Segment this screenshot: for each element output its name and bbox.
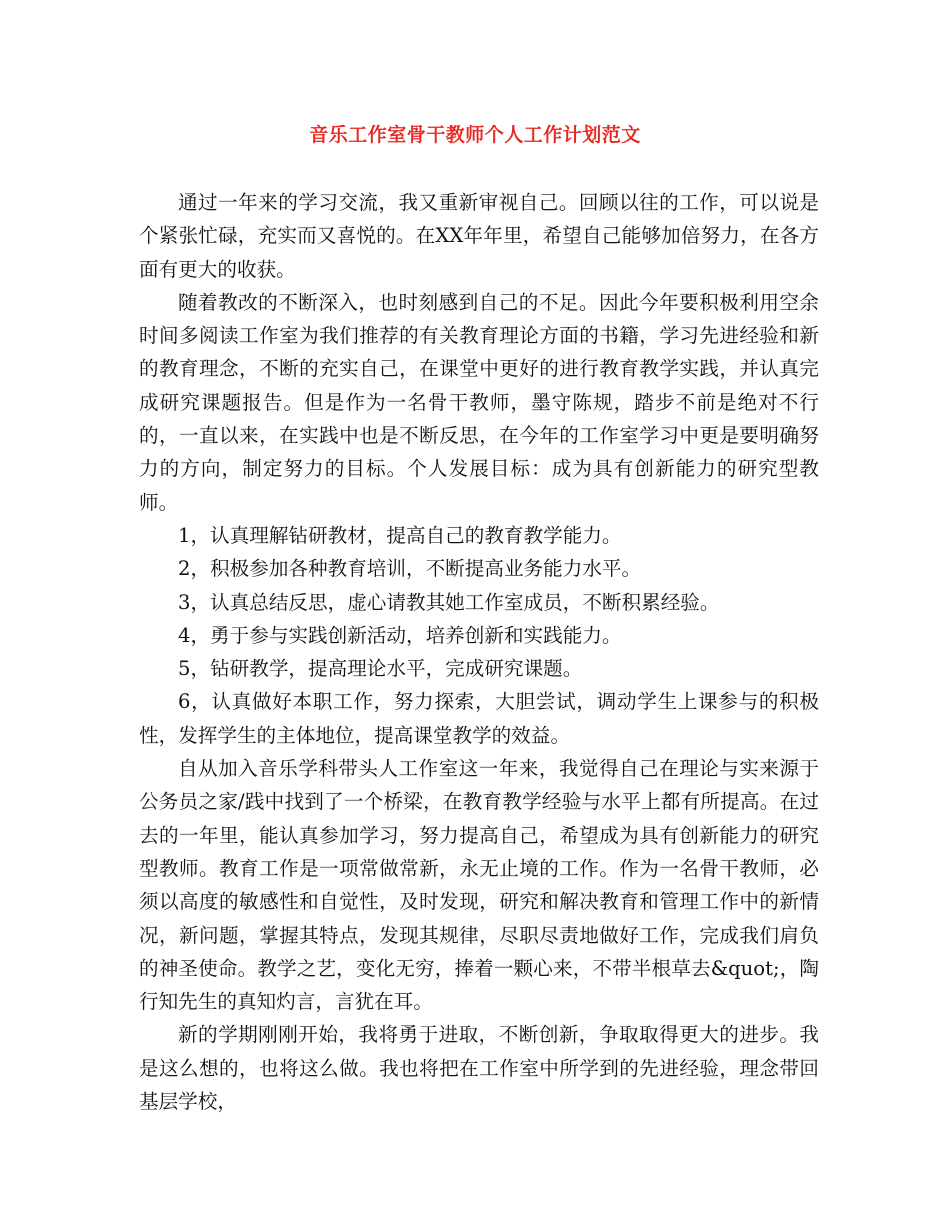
document-title: 音乐工作室骨干教师个人工作计划范文 xyxy=(309,124,641,146)
goal-item-2: 2，积极参加各种教育培训，不断提高业务能力水平。 xyxy=(178,557,642,581)
goal-item-1: 1，认真理解钻研教材，提高自己的教育教学能力。 xyxy=(178,523,622,547)
goal-item-3: 3，认真总结反思，虚心请教其她工作室成员，不断积累经验。 xyxy=(178,590,720,614)
paragraph-reform: 随着教改的不断深入，也时刻感到自己的不足。因此今年要积极利用空余时间多阅读工作室为我们推荐的有关教育理论方面的书籍，学习先进经验和新的教育理念，不断的充实自己，在课堂中更好的进行教育教学实践，并认真完成研究课题报告。但是作为一名骨干教师，墨守陈规，踏步不前是绝对不行的，一直以来，在实践中也是不断反思，在今年的工作室学习中更是要明确努力的方向，制定努力的目标。个人发展目标：成为具有创新能力的研究型教师。 xyxy=(139,290,819,514)
paragraph-intro: 通过一年来的学习交流，我又重新审视自己。回顾以往的工作，可以说是个紧张忙碌，充实而又喜悦的。在XX年年里，希望自己能够加倍努力，在各方面有更大的收获。 xyxy=(139,191,819,281)
paragraph-reflection: 自从加入音乐学科带头人工作室这一年来，我觉得自己在理论与实来源于公务员之家/践中找到了一个桥梁，在教育教学经验与水平上都有所提高。在过去的一年里，能认真参加学习，努力提高自己，希望成为具有创新能力的研究型教师。教育工作是一项常做常新，永无止境的工作。作为一名骨干教师，必须以高度的敏感性和自觉性，及时发现，研究和解决教育和管理工作中的新情况，新问题，掌握其特点，发现其规律，尽职尽责地做好工作，完成我们肩负的神圣使命。教学之艺，变化无穷，捧着一颗心来，不带半根草去&quot;，陶行知先生的真知灼言，言犹在耳。 xyxy=(139,757,819,1014)
document-body xyxy=(139,186,819,1118)
goal-item-6: 6，认真做好本职工作，努力探索，大胆尝试，调动学生上课参与的积极性，发挥学生的主体地位，提高课堂教学的效益。 xyxy=(139,690,819,747)
paragraph-new-term: 新的学期刚刚开始，我将勇于进取，不断创新，争取取得更大的进步。我是这么想的，也将这么做。我也将把在工作室中所学到的先进经验，理念带回基层学校， xyxy=(139,1023,819,1114)
goal-item-4: 4，勇于参与实践创新活动，培养创新和实践能力。 xyxy=(178,623,622,647)
goal-item-5: 5，钻研教学，提高理论水平，完成研究课题。 xyxy=(178,657,583,681)
